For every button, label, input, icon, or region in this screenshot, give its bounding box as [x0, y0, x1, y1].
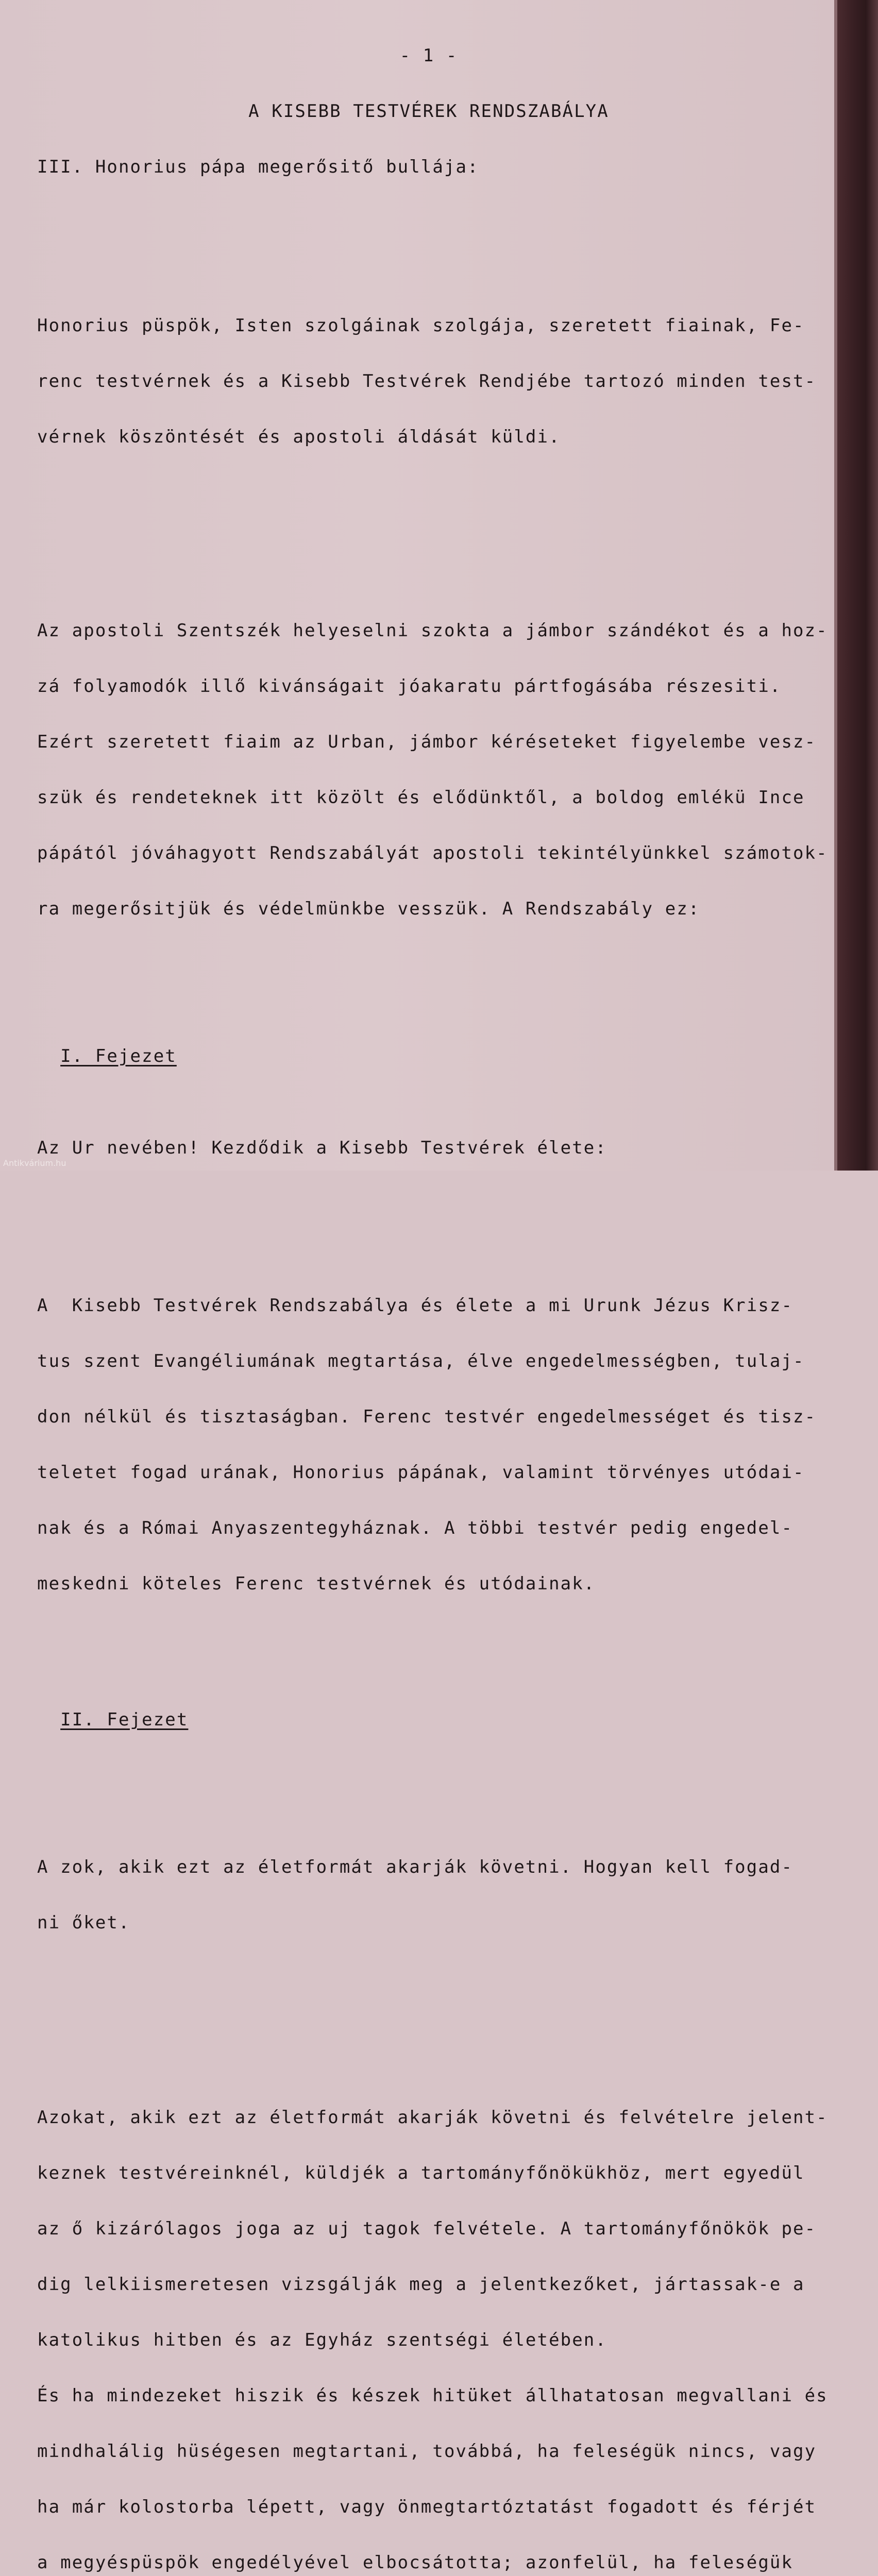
- text-line: És ha mindezeket hiszik és készek hitüket állhatatosan megvallani és: [37, 2385, 828, 2406]
- text-line: mindhalálig hüségesen megtartani, továbbá, ha feleségük nincs, vagy: [37, 2441, 817, 2462]
- chapter-1-heading: I. Fejezet: [60, 1046, 177, 1066]
- text-line: Azokat, akik ezt az életformát akarják követni és felvételre jelent-: [37, 2107, 828, 2128]
- text-line: az ő kizárólagos joga az uj tagok felvétele. A tartományfőnökök pe-: [37, 2218, 817, 2239]
- document-text: [37, 9, 828, 2576]
- document-subtitle: III. Honorius pápa megerősitő bullája:: [37, 157, 479, 177]
- text-line: A Kisebb Testvérek Rendszabálya és élete a mi Urunk Jézus Krisz-: [37, 1295, 793, 1316]
- document-title: A KISEBB TESTVÉREK RENDSZABÁLYA: [248, 101, 609, 122]
- text-line: renc testvérnek és a Kisebb Testvérek Rendjébe tartozó minden test-: [37, 371, 817, 392]
- text-line: katolikus hitben és az Egyház szentségi életében.: [37, 2330, 607, 2350]
- intro-paragraph-1: [37, 279, 820, 483]
- text-line: nak és a Római Anyaszentegyháznak. A többi testvér pedig engedel-: [37, 1518, 793, 1538]
- text-line: Honorius püspök, Isten szolgáinak szolgája, szeretett fiainak, Fe-: [37, 315, 805, 336]
- text-line: meskedni köteles Ferenc testvérnek és utódainak.: [37, 1573, 596, 1594]
- text-line: ha már kolostorba lépett, vagy önmegtartóztatást fogadott és férjét: [37, 2497, 817, 2517]
- chapter-1-lead: Az Ur nevében! Kezdődik a Kisebb Testvérek élete:: [37, 1138, 607, 1158]
- text-line: pápától jóváhagyott Rendszabályát apostoli tekintélyünkkel számotok-: [37, 843, 828, 863]
- intro-paragraph-2: [37, 584, 828, 955]
- text-line: zá folyamodók illő kivánságait jóakaratu pártfogásába részesiti.: [37, 676, 782, 697]
- watermark: Antikvárium.hu: [3, 1158, 66, 1168]
- text-line: a megyéspüspök engedélyével elbocsátotta; azonfelül, ha feleségük: [37, 2552, 793, 2573]
- text-line: A zok, akik ezt az életformát akarják követni. Hogyan kell fogad-: [37, 1857, 793, 1877]
- text-line: teletet fogad urának, Honorius pápának, valamint törvényes utódai-: [37, 1462, 805, 1483]
- text-line: ni őket.: [37, 1912, 130, 1933]
- text-line: keznek testvéreinknél, küldjék a tartományfőnökükhöz, mert egyedül: [37, 2163, 805, 2183]
- text-line: don nélkül és tisztaságban. Ferenc testvér engedelmességet és tisz-: [37, 1406, 817, 1427]
- chapter-2-body: [37, 2071, 828, 2576]
- text-line: tus szent Evangéliumának megtartása, élve engedelmességben, tulaj-: [37, 1351, 805, 1371]
- text-line: szük és rendeteknek itt közölt és elődünktől, a boldog emlékü Ince: [37, 787, 805, 808]
- chapter-2-lead: [37, 1821, 820, 1969]
- text-line: vérnek köszöntését és apostoli áldását küldi.: [37, 427, 561, 447]
- page-number: - 1 -: [399, 45, 458, 66]
- text-line: Ezért szeretett fiaim az Urban, jámbor kéréseteket figyelembe vesz-: [37, 732, 817, 752]
- book-binding: [837, 0, 878, 1171]
- text-line: Az apostoli Szentszék helyeselni szokta a jámbor szándékot és a hoz-: [37, 620, 828, 641]
- chapter-2-heading: II. Fejezet: [60, 1709, 189, 1730]
- text-line: dig lelkiismeretesen vizsgálják meg a jelentkezőket, jártassak-e a: [37, 2274, 805, 2295]
- chapter-1-body: [37, 1259, 820, 1630]
- text-line: ra megerősitjük és védelmünkbe vesszük. A Rendszabály ez:: [37, 899, 700, 919]
